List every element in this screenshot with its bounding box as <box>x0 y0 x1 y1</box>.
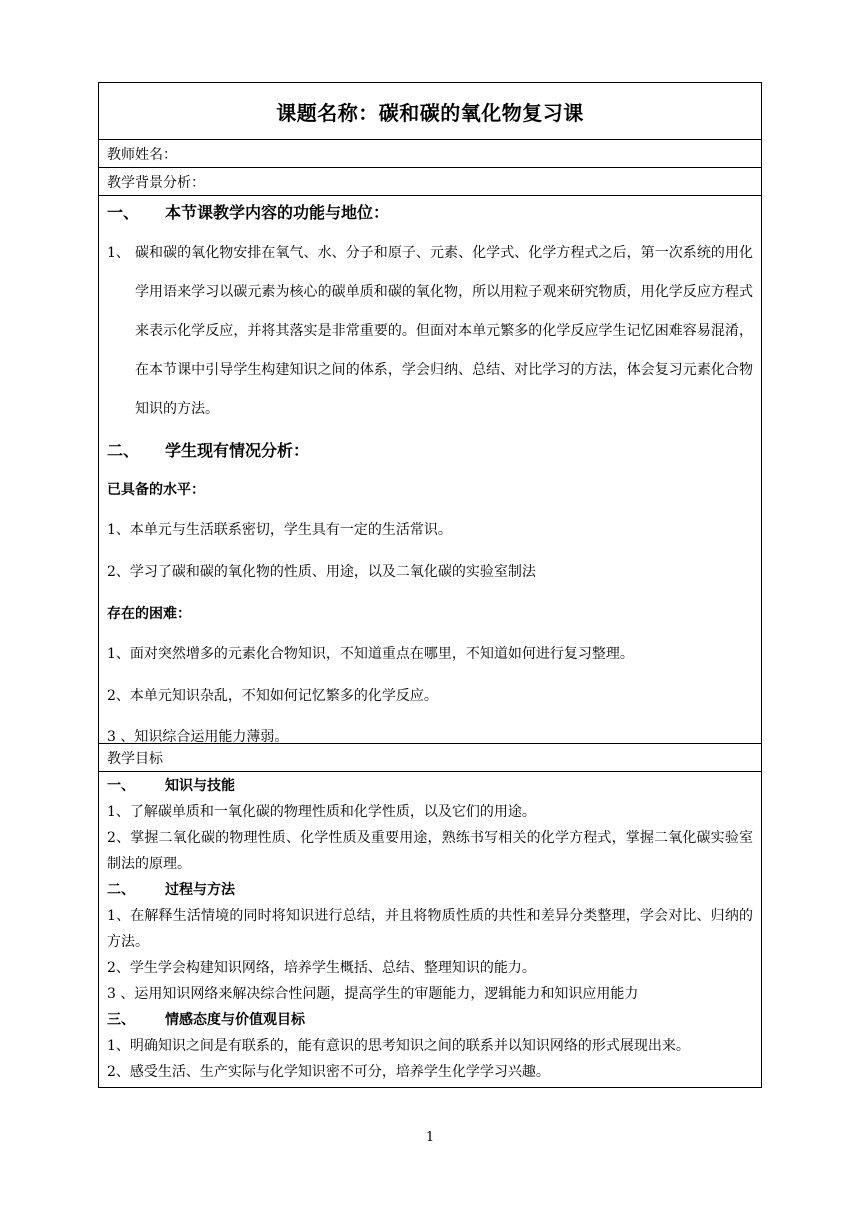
section-title: 学生现有情况分析： <box>165 440 310 460</box>
teaching-goals-label: 教学目标 <box>99 744 761 772</box>
section-heading <box>107 196 753 226</box>
list-item: 2、学生学会构建知识网络，培养学生概括、总结、整理知识的能力。 <box>107 960 536 976</box>
function-paragraph <box>107 234 753 429</box>
section-title: 本节课教学内容的功能与地位： <box>165 202 390 222</box>
list-item: 1、了解碳单质和一氧化碳的物理性质和化学性质，以及它们的用途。 <box>107 804 536 820</box>
goal-number: 三、 <box>107 1012 135 1028</box>
teaching-goals-section <box>99 772 761 1087</box>
list-item: 1、明确知识之间是有联系的，能有意识的思考知识之间的联系并以知识网络的形式展现出来。 <box>107 1038 690 1054</box>
item-text: 碳和碳的氧化物安排在氧气、水、分子和原子、元素、化学式、化学方程式之后，第一次系统的用化学用语来学习以碳元素为核心的碳单质和碳的氧化物，所以用粒子观来研究物质，用化学反应方程式来表示化学反应，并将其落实是非常重要的。但面对本单元繁多的化学反应学生记忆困难容易混淆，在本节课中引导学生构建知识之间的体系，学会归纳、总结、对比学习的方法，体会复习元素化合物知识的方法。 <box>135 245 753 417</box>
goal-number: 二、 <box>107 882 135 898</box>
list-item: 2、掌握二氧化碳的物理性质、化学性质及重要用途，熟练书写相关的化学方程式，掌握二氧化碳实验室制法的原理。 <box>107 830 753 872</box>
goal-heading <box>107 773 753 799</box>
goal-heading <box>107 877 753 903</box>
list-item: 2、感受生活、生产实际与化学知识密不可分，培养学生化学学习兴趣。 <box>107 1064 550 1080</box>
lesson-title: 课题名称：碳和碳的氧化物复习课 <box>99 83 761 140</box>
goal-heading <box>107 1007 753 1033</box>
list-item: 2、学习了碳和碳的氧化物的性质、用途，以及二氧化碳的实验室制法 <box>107 564 536 580</box>
list-item: 3 、运用知识网络来解决综合性问题，提高学生的审题能力，逻辑能力和知识应用能力 <box>107 986 639 1002</box>
background-analysis-section <box>99 196 761 744</box>
page-number: 1 <box>425 1130 435 1145</box>
list-item: 1、面对突然增多的元素化合物知识，不知道重点在哪里，不知道如何进行复习整理。 <box>107 646 634 662</box>
section-number: 二、 <box>107 440 140 460</box>
difficulty-label: 存在的困难： <box>107 606 191 622</box>
goal-number: 一、 <box>107 778 135 794</box>
list-item: 2、本单元知识杂乱，不知如何记忆繁多的化学反应。 <box>107 688 438 704</box>
goal-title: 知识与技能 <box>165 778 235 794</box>
item-number: 1、 <box>107 245 130 261</box>
goal-title: 情感态度与价值观目标 <box>165 1012 305 1028</box>
section-number: 一、 <box>107 202 140 222</box>
section-heading <box>107 429 753 469</box>
list-item: 3 、知识综合运用能力薄弱。 <box>107 729 289 745</box>
list-item: 1、本单元与生活联系密切，学生具有一定的生活常识。 <box>107 522 452 538</box>
lesson-plan-table <box>98 82 762 1088</box>
list-item: 1、在解释生活情境的同时将知识进行总结，并且将物质性质的共性和差异分类整理，学会对比、归纳的方法。 <box>107 908 753 950</box>
have-level-label: 已具备的水平： <box>107 482 205 498</box>
goal-title: 过程与方法 <box>165 882 235 898</box>
background-analysis-label: 教学背景分析： <box>99 168 761 196</box>
teacher-name-label: 教师姓名： <box>99 140 761 168</box>
